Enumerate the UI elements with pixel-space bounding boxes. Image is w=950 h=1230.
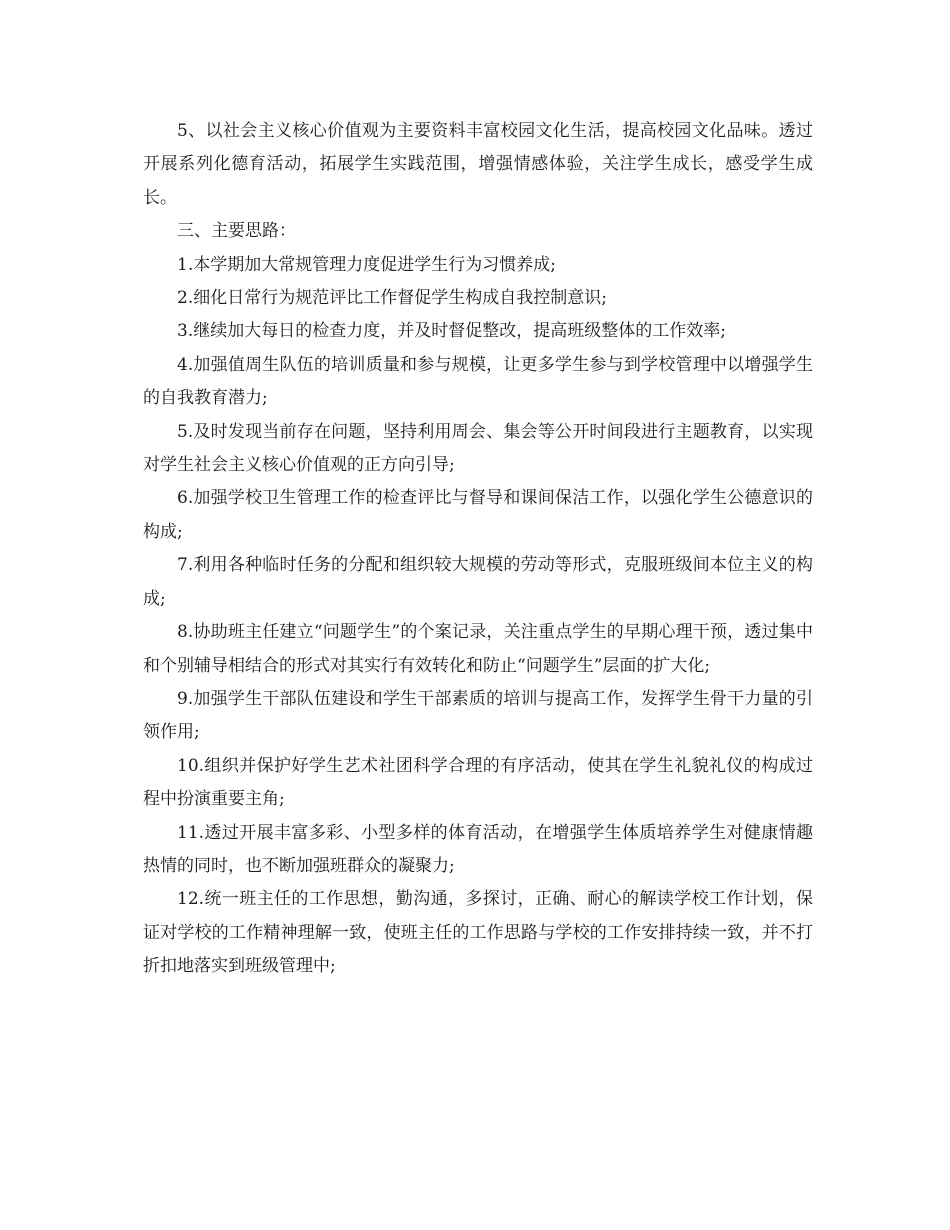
list-item-11: 11.透过开展丰富多彩、小型多样的体育活动，在增强学生体质培养学生对健康情趣热情的同时，也不断加强班群众的凝聚力; xyxy=(143,822,813,876)
list-item-9: 9.加强学生干部队伍建设和学生干部素质的培训与提高工作，发挥学生骨干力量的引领作用; xyxy=(143,688,813,743)
list-item-8: 8.协助班主任建立“问题学生”的个案记录，关注重点学生的早期心理干预，透过集中和个别辅导相结合的形式对其实行有效转化和防止“问题学生”层面的扩大化; xyxy=(143,622,813,676)
list-item-12: 12.统一班主任的工作思想，勤沟通，多探讨，正确、耐心的解读学校工作计划，保证对学校的工作精神理解一致，使班主任的工作思路与学校的工作安排持续一致，并不打折扣地落实到班级管理中; xyxy=(143,889,813,977)
list-item-7: 7.利用各种临时任务的分配和组织较大规模的劳动等形式，克服班级间本位主义的构成; xyxy=(143,555,813,609)
list-item-3: 3.继续加大每日的检查力度，并及时督促整改，提高班级整体的工作效率; xyxy=(177,321,726,342)
list-item-5: 5.及时发现当前存在问题，坚持利用周会、集会等公开时间段进行主题教育，以实现对学生社会主义核心价值观的正方向引导; xyxy=(143,421,813,476)
list-item-10: 10.组织并保护好学生艺术社团科学合理的有序活动，使其在学生礼貌礼仪的构成过程中扮演重要主角; xyxy=(143,755,813,810)
document-body xyxy=(143,115,813,984)
list-item-1: 1.本学期加大常规管理力度促进学生行为习惯养成; xyxy=(177,254,556,275)
section-heading-main-ideas: 三、主要思路： xyxy=(177,221,296,242)
list-item-2: 2.细化日常行为规范评比工作督促学生构成自我控制意识; xyxy=(177,288,607,309)
list-item-6: 6.加强学校卫生管理工作的检查评比与督导和课间保洁工作，以强化学生公德意识的构成; xyxy=(143,488,813,542)
list-item-4: 4.加强值周生队伍的培训质量和参与规模，让更多学生参与到学校管理中以增强学生的自我教育潜力; xyxy=(143,354,813,409)
paragraph-intro-item-5: 5、以社会主义核心价值观为主要资料丰富校园文化生活，提高校园文化品味。透过开展系列化德育活动，拓展学生实践范围，增强情感体验，关注学生成长，感受学生成长。 xyxy=(143,121,813,208)
